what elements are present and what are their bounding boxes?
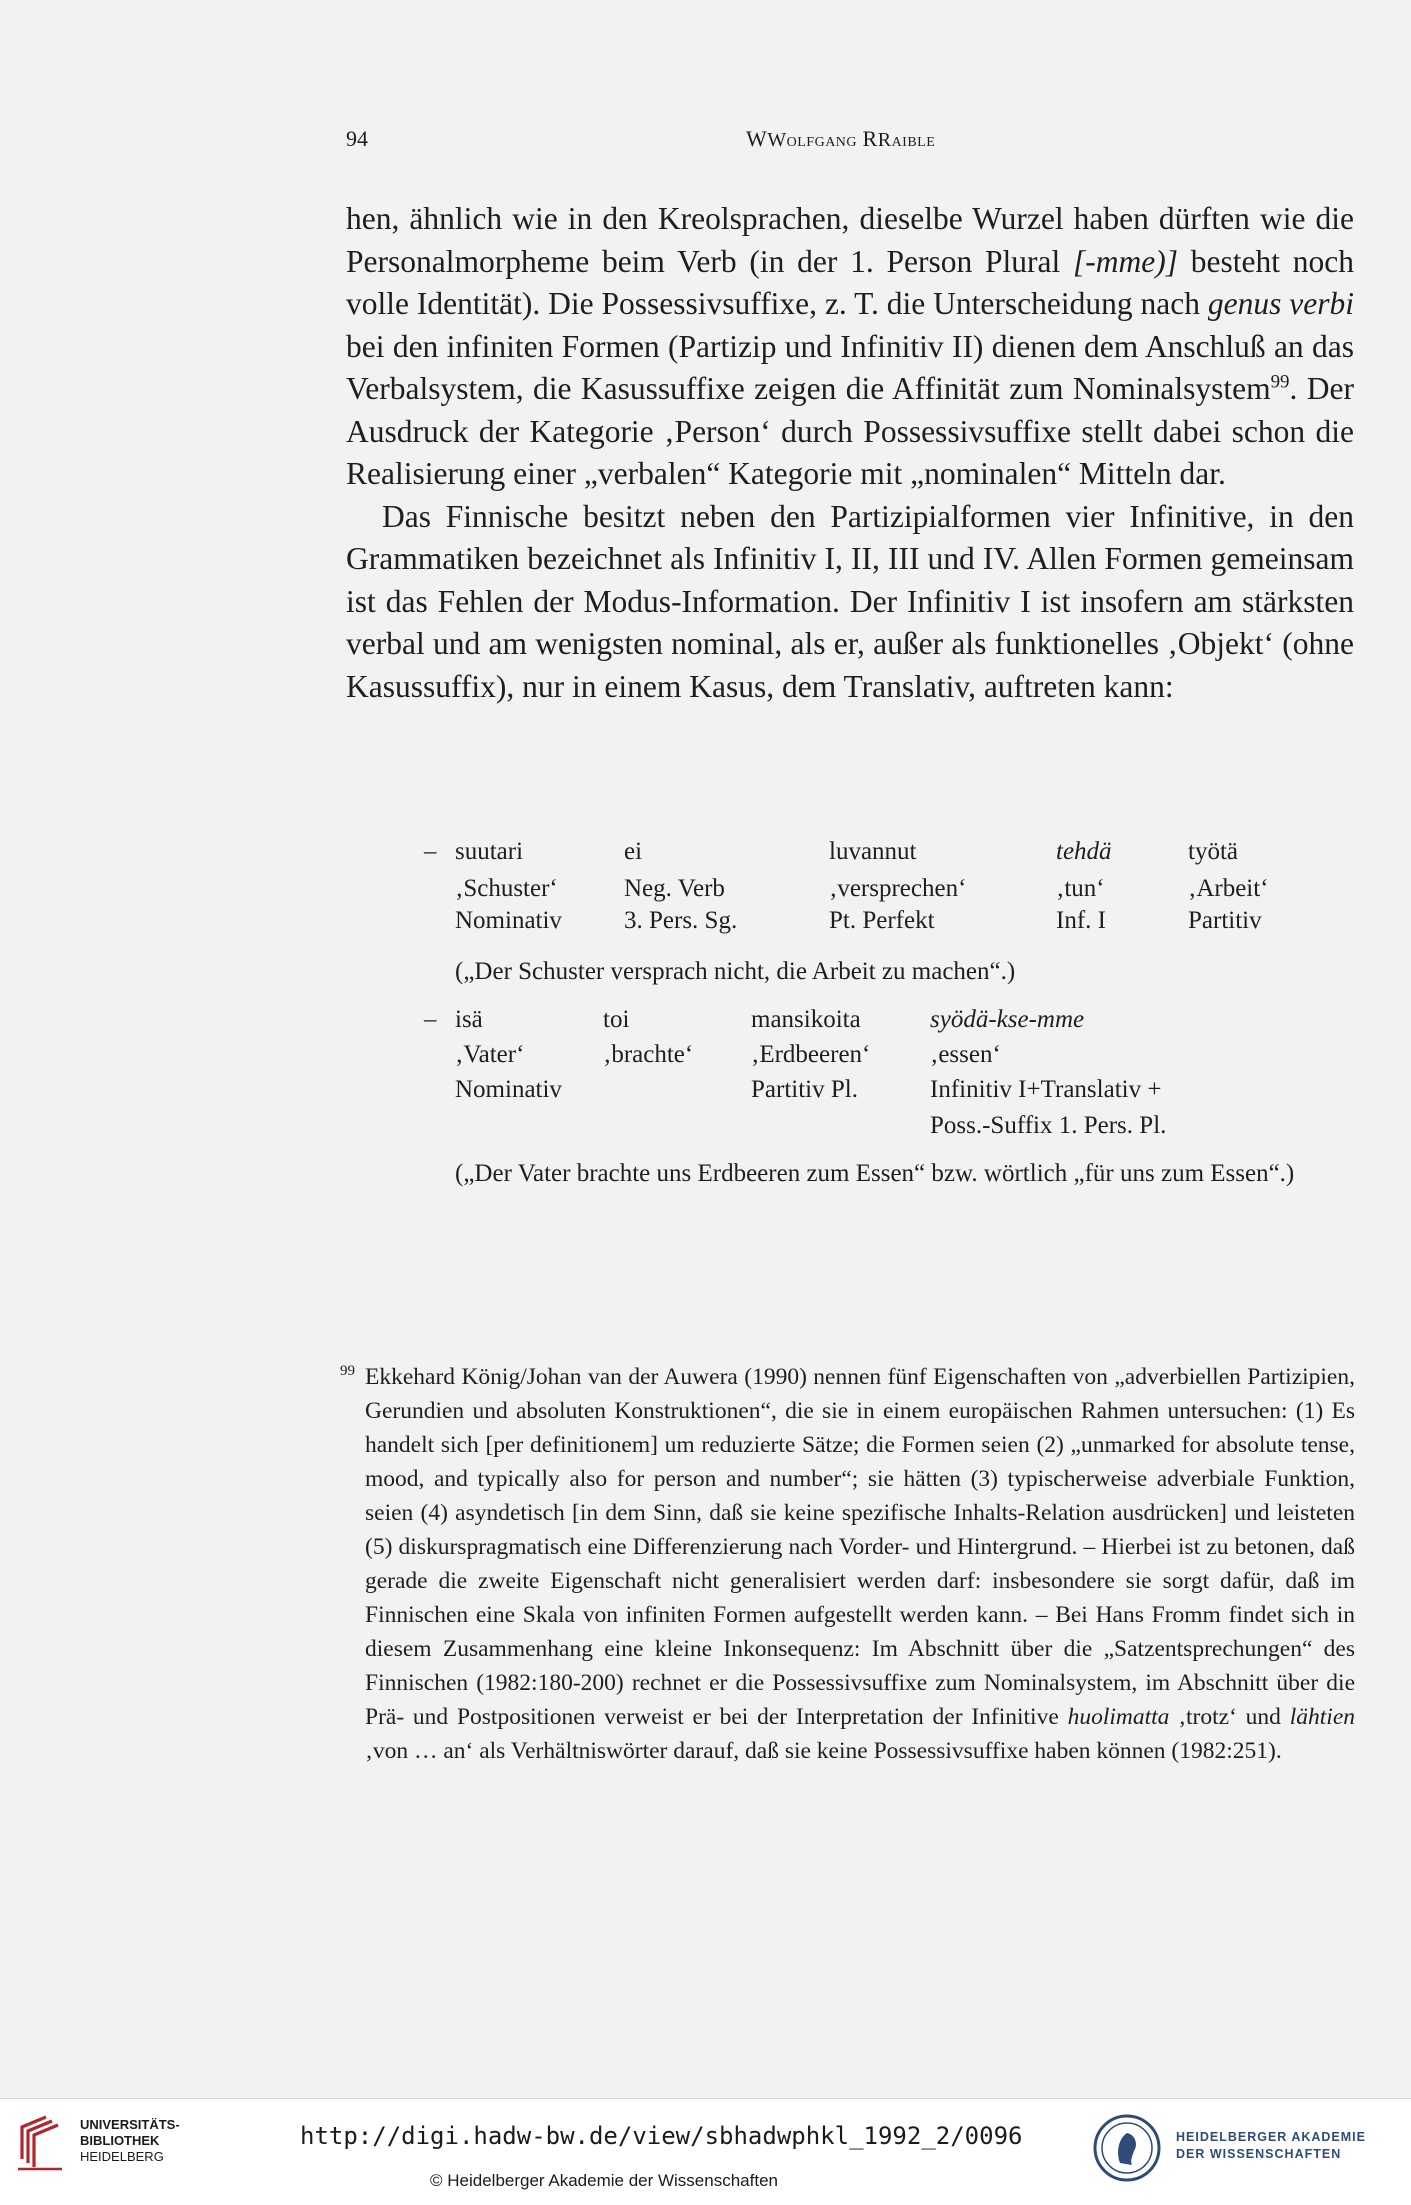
example-grammar: Nominativ <box>455 1076 562 1103</box>
example-translation: („Der Vater brachte uns Erdbeeren zum Essen“ bzw. wörtlich „für uns zum Essen“.) <box>455 1160 1295 1187</box>
footnote-number: 99 <box>340 1363 355 1379</box>
example-grammar: Nominativ <box>455 907 562 934</box>
example-gloss: ‚versprechen‘ <box>829 875 967 902</box>
example-gloss: ‚Erdbeeren‘ <box>751 1041 871 1068</box>
example-word: työtä <box>1188 838 1238 865</box>
example-word: toi <box>603 1006 630 1033</box>
example-word: luvannut <box>829 838 917 865</box>
example-grammar: Poss.-Suffix 1. Pers. Pl. <box>930 1112 1167 1139</box>
copyright-notice: © Heidelberger Akademie der Wissenschaften <box>430 2171 778 2190</box>
university-library-name: UNIVERSITÄTS- BIBLIOTHEK HEIDELBERG <box>80 2117 180 2164</box>
example-dash: – <box>424 838 437 865</box>
running-head-last: Raible <box>877 129 936 151</box>
example-word: syödä-kse-mme <box>930 1006 1085 1033</box>
running-head: WWolfgang RRaible <box>746 126 936 151</box>
example-gloss: ‚Arbeit‘ <box>1188 875 1269 902</box>
body-text <box>346 198 1354 708</box>
example-word: ei <box>624 838 643 865</box>
example-grammar: Pt. Perfekt <box>829 907 935 934</box>
example-grammar: Partitiv <box>1188 907 1262 934</box>
example-word: suutari <box>455 838 524 865</box>
page-number: 94 <box>346 126 368 151</box>
example-dash: – <box>424 1006 437 1033</box>
example-grammar: Inf. I <box>1056 907 1106 934</box>
page-header <box>0 126 1411 156</box>
academy-name: HEIDELBERGER AKADEMIE DER WISSENSCHAFTEN <box>1176 2130 1366 2161</box>
footnote-99: 99 Ekkehard König/Johan van der Auwera (1990) nennen fünf Eigenschaften von „adverbiellen Partizipien, Gerundien und absoluten Konstruktionen“, die sie in einem europäischen Rahmen untersuchen: (1) Es handelt sich [per definitionem] um reduzierte Sätze; die Formen seien (2) „unmarked for absolute tense, mood, and typically also for person and number“; sie hätten (3) typischerweise adverbiale Funktion, seien (4) asyndetisch [in dem Sinn, daß sie keine spezifische Inhalts-Relation ausdrücken] und leisteten (5) diskurspragmatisch eine Differenzierung nach Vorder- und Hintergrund. – Hierbei ist zu betonen, daß gerade die zweite Eigenschaft nicht generalisiert werden darf: insbesondere sie sorgt dafür, daß im Finnischen eine Skala von infiniten Formen aufgestellt werden kann. – Bei Hans Fromm findet sich in diesem Zusammenhang eine kleine Inkonsequenz: Im Abschnitt über die „Satzentsprechungen“ des Finnischen (1982:180-200) rechnet er die Possessivsuffixe zum Nominalsystem, im Abschnitt über die Prä- und Postpositionen verweist er bei der Interpretation der Infinitive huolimatta ‚trotz‘ und lähtien ‚von … an‘ als Verhältniswörter darauf, daß sie keine Possessivsuffixe haben können (1982:251). <box>365 1360 1355 1768</box>
example-word: isä <box>455 1006 483 1033</box>
example-gloss: ‚brachte‘ <box>603 1041 694 1068</box>
paragraph-1: hen, ähnlich wie in den Kreolsprachen, dieselbe Wurzel haben dürften wie die Personalmorpheme beim Verb (in der 1. Person Plural [-mme)] besteht noch volle Identität). Die Possessivsuffixe, z. T. die Unterscheidung nach genus verbi bei den infiniten Formen (Partizip und Infinitiv II) dienen dem Anschluß an das Verbalsystem, die Kasussuffixe zeigen die Affinität zum Nominalsystem$^{99}$. Der Ausdruck der Kategorie ‚Person‘ durch Possessivsuffixe stellt dabei schon die Realisierung einer „verbalen“ Kategorie mit „nominalen“ Mitteln dar. <box>346 201 1354 491</box>
example-word: mansikoita <box>751 1006 861 1033</box>
example-translation: („Der Schuster versprach nicht, die Arbeit zu machen“.) <box>455 958 1016 985</box>
example-grammar: 3. Pers. Sg. <box>624 907 738 934</box>
university-library-logo-icon <box>16 2115 66 2171</box>
footnote-ref-99[interactable]: 99 <box>1270 371 1290 393</box>
example-gloss: ‚essen‘ <box>930 1041 1001 1068</box>
example-grammar: Partitiv Pl. <box>751 1076 858 1103</box>
running-head-first: Wolfgang <box>767 129 858 151</box>
paragraph-2: Das Finnische besitzt neben den Partizipialformen vier Infinitive, in den Grammatiken bezeichnet als Infinitiv I, II, III und IV. Allen Formen gemeinsam ist das Fehlen der Modus-Information. Der Infinitiv I ist insofern am stärksten verbal und am wenigsten nominal, als er, außer als funktionelles ‚Objekt‘ (ohne Kasussuffix), nur in einem Kasus, dem Translativ, auftreten kann: <box>346 498 1354 704</box>
academy-seal-icon <box>1092 2113 1162 2183</box>
viewer-footer <box>0 2098 1411 2205</box>
example-gloss: ‚Schuster‘ <box>455 875 558 902</box>
example-word: tehdä <box>1056 838 1112 865</box>
permalink-url[interactable]: http://digi.hadw-bw.de/view/sbhadwphkl_1992_2/0096 <box>300 2122 1023 2150</box>
example-grammar: Infinitiv I+Translativ + <box>930 1076 1162 1103</box>
example-gloss: ‚Vater‘ <box>455 1041 525 1068</box>
example-gloss: ‚tun‘ <box>1056 875 1105 902</box>
example-gloss: Neg. Verb <box>624 875 725 902</box>
